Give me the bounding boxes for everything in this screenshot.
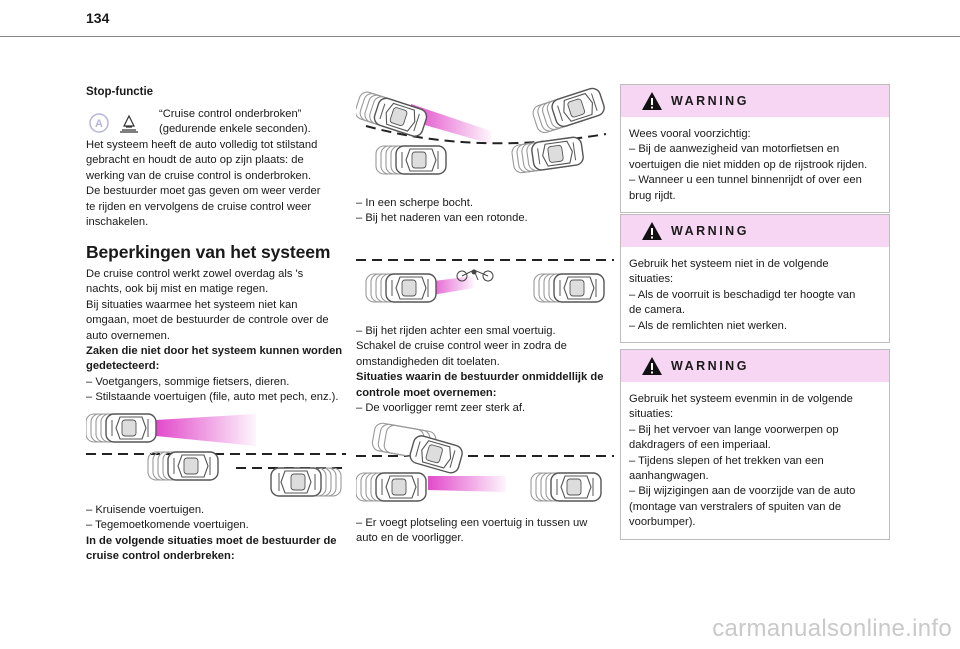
text-line: omstandigheden dit toelaten. bbox=[356, 355, 500, 368]
header-divider bbox=[0, 36, 960, 37]
warning-body bbox=[621, 247, 889, 342]
text-line: cruise control onderbreken: bbox=[86, 550, 235, 563]
text-line: – Er voegt plotseling een voertuig in tussen uw bbox=[356, 517, 588, 529]
text-line: Het systeem heeft de auto volledig tot stilstand bbox=[86, 139, 318, 151]
text-line: situaties: bbox=[629, 408, 674, 421]
stop-quote-line: “Cruise control onderbroken” bbox=[159, 108, 302, 120]
warning-header bbox=[621, 215, 889, 247]
text-line: – De voorligger remt zeer sterk af. bbox=[356, 402, 526, 415]
text-line: omgaan, moet de bestuurder de controle over de bbox=[86, 314, 329, 327]
stop-quote bbox=[159, 107, 311, 138]
crossing-text bbox=[86, 503, 337, 565]
text-line: situaties: bbox=[629, 273, 674, 286]
text-line: werking van de cruise control is onderbroken. bbox=[86, 169, 312, 182]
text-line: Zaken die niet door het systeem kunnen worden bbox=[86, 345, 343, 358]
cut-in-text bbox=[356, 516, 587, 547]
text-line: Schakel de cruise control weer in zodra de bbox=[356, 340, 567, 353]
warning-title: WARNING bbox=[671, 224, 749, 238]
text-line: (montage van verstralers of spuiten van de bbox=[629, 500, 842, 513]
warning-triangle-icon bbox=[641, 356, 663, 376]
text-line: Situaties waarin de bestuurder onmiddellijk de bbox=[356, 371, 604, 384]
text-line: – Kruisende voertuigen. bbox=[86, 504, 205, 516]
warning-title: WARNING bbox=[671, 359, 749, 373]
narrow-vehicle-illustration bbox=[356, 252, 614, 317]
text-line: – Bij wijzigingen aan de voorzijde van de auto bbox=[629, 485, 856, 498]
warning-triangle-icon bbox=[641, 221, 663, 241]
text-line: controle moet overnemen: bbox=[356, 386, 497, 399]
warning-box-1 bbox=[620, 84, 890, 213]
page-number: 134 bbox=[86, 10, 110, 26]
curve-illustration bbox=[356, 86, 611, 196]
stop-quote-line: (gedurende enkele seconden). bbox=[159, 123, 311, 136]
text-line: In de volgende situaties moet de bestuurder de bbox=[86, 534, 337, 547]
warning-box-3 bbox=[620, 349, 890, 540]
text-line: brug rijdt. bbox=[629, 189, 676, 202]
text-line: – Tijdens slepen of het trekken van een bbox=[629, 454, 824, 467]
text-line: De bestuurder moet gas geven om weer verder bbox=[86, 185, 321, 198]
narrow-text bbox=[356, 324, 603, 416]
text-line: aanhangwagen. bbox=[629, 470, 709, 483]
cut-in-illustration bbox=[356, 418, 614, 513]
cruise-indicator-icon bbox=[88, 112, 150, 139]
text-line: voorbumper). bbox=[629, 516, 696, 529]
warning-body bbox=[621, 382, 889, 539]
curve-text bbox=[356, 196, 528, 227]
text-line: inschakelen. bbox=[86, 216, 149, 229]
warning-box-2 bbox=[620, 214, 890, 343]
text-line: – Stilstaande voertuigen (file, auto met pech, enz.). bbox=[86, 391, 339, 404]
text-line: Bij situaties waarmee het systeem niet kan bbox=[86, 298, 298, 311]
watermark: carmanualsonline.info bbox=[712, 615, 952, 642]
text-line: gebracht en houdt de auto op zijn plaats: de bbox=[86, 154, 304, 167]
text-line: Gebruik het systeem evenmin in de volgende bbox=[629, 393, 853, 405]
text-line: – Als de voorruit is beschadigd ter hoogte van bbox=[629, 288, 856, 301]
text-line: de camera. bbox=[629, 304, 685, 317]
text-line: De cruise control werkt zowel overdag als 's bbox=[86, 268, 304, 280]
limits-heading: Beperkingen van het systeem bbox=[86, 242, 331, 262]
limits-body bbox=[86, 267, 342, 406]
crossing-vehicles-illustration bbox=[86, 412, 346, 507]
text-line: – Tegemoetkomende voertuigen. bbox=[86, 519, 249, 532]
warning-title: WARNING bbox=[671, 94, 749, 108]
warning-body bbox=[621, 117, 889, 212]
text-line: nachts, ook bij mist en matige regen. bbox=[86, 283, 269, 296]
text-line: dakdragers of een imperiaal. bbox=[629, 439, 771, 452]
stop-function-heading: Stop-functie bbox=[86, 86, 154, 98]
stop-body bbox=[86, 138, 320, 230]
text-line: – Wanneer u een tunnel binnenrijdt of over een bbox=[629, 174, 862, 187]
text-line: auto en de voorligger. bbox=[356, 532, 464, 545]
indicator-letter: A bbox=[95, 118, 103, 130]
text-line: – Voetgangers, sommige fietsers, dieren. bbox=[86, 375, 290, 388]
warning-header bbox=[621, 350, 889, 382]
text-line: voertuigen die niet midden op de rijstrook rijden. bbox=[629, 158, 868, 171]
text-line: Wees vooral voorzichtig: bbox=[629, 128, 751, 140]
warning-header bbox=[621, 85, 889, 117]
text-line: Gebruik het systeem niet in de volgende bbox=[629, 258, 829, 270]
text-line: – Bij de aanwezigheid van motorfietsen en bbox=[629, 143, 840, 156]
text-line: – Als de remlichten niet werken. bbox=[629, 319, 787, 332]
text-line: – Bij het vervoer van lange voorwerpen op bbox=[629, 423, 839, 436]
text-line: gedetecteerd: bbox=[86, 360, 160, 373]
text-line: auto overnemen. bbox=[86, 329, 170, 342]
warning-triangle-icon bbox=[641, 91, 663, 111]
text-line: – Bij het naderen van een rotonde. bbox=[356, 212, 528, 225]
text-line: – In een scherpe bocht. bbox=[356, 197, 473, 209]
text-line: te rijden en vervolgens de cruise control weer bbox=[86, 200, 312, 213]
text-line: – Bij het rijden achter een smal voertuig. bbox=[356, 325, 556, 337]
